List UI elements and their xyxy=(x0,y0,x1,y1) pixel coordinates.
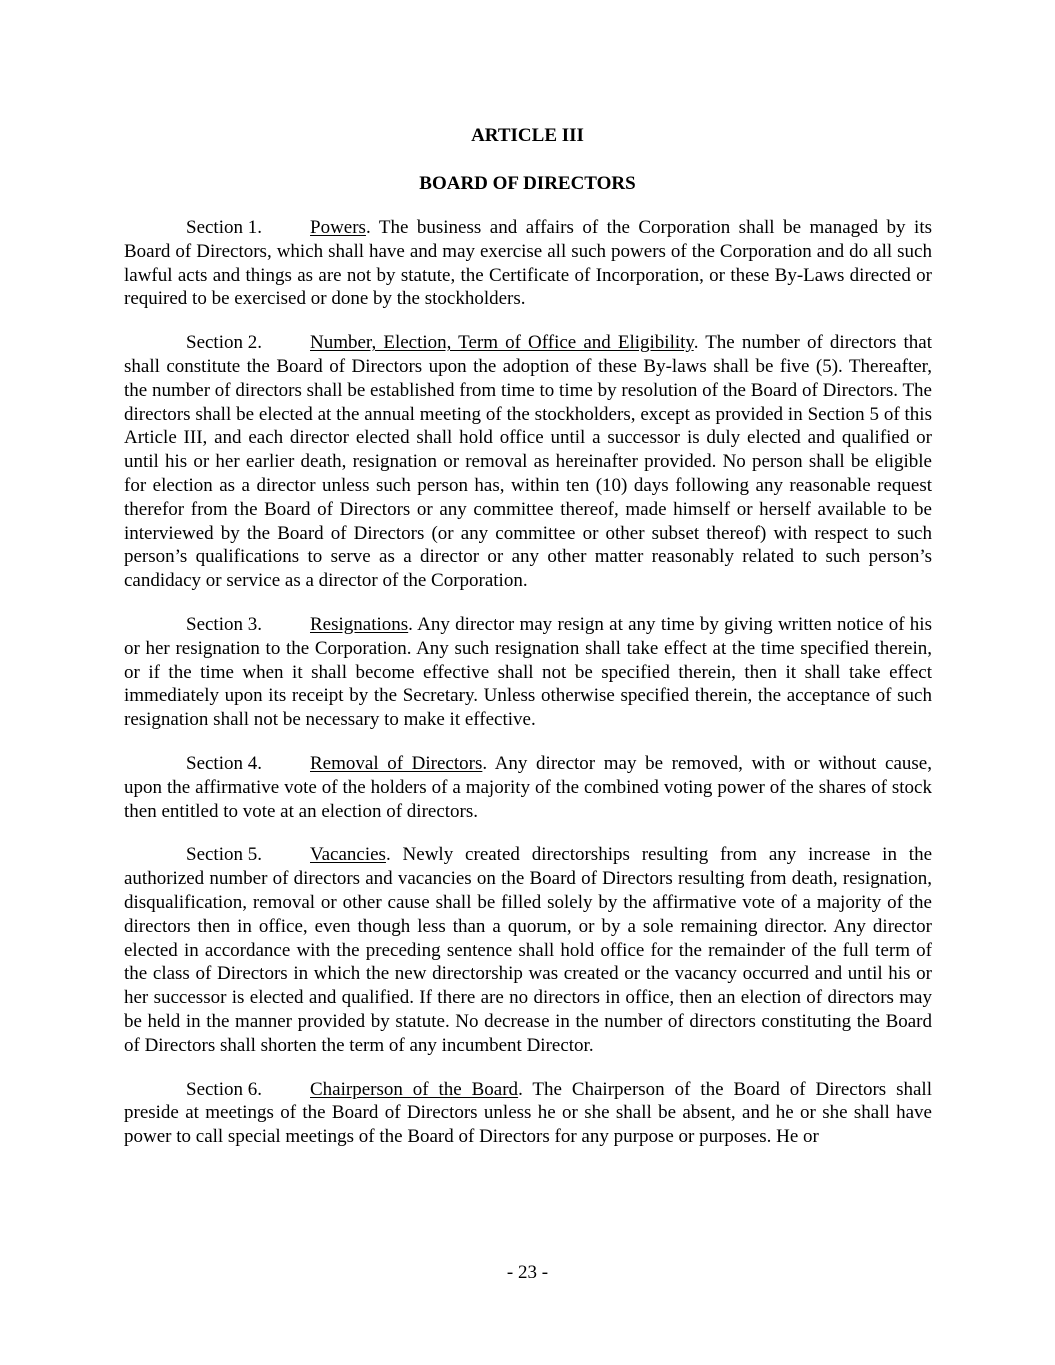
section-3 xyxy=(124,613,932,732)
section-text: . The number of directors that shall constitute the Board of Directors upon the adoption of these By-laws shall be five (5). Thereafter, the number of directors shall be established from time to time by resolution of the Board of Directors. The directors shall be elected at the annual meeting of the stockholders, except as provided in Section 5 of this Article III, and each director elected shall hold office until a successor is duly elected and qualified or until his or her earlier death, resignation or removal as hereinafter provided. No person shall be eligible for election as a director unless such person has, within ten (10) days following any reasonable request therefor from the Board of Directors or any committee thereof, made himself or herself available to be interviewed by the Board of Directors (or any committee or other subset thereof) with respect to such person’s qualifications to serve as a director or any other matter reasonably related to such person’s candidacy or service as a director of the Corporation. xyxy=(124,332,932,592)
section-number: Section 5. xyxy=(186,844,262,866)
section-text: . The business and affairs of the Corporation shall be managed by its Board of Directors, which shall have and may exercise all such powers of the Corporation and do all such lawful acts and things as are not by statute, the Certificate of Incorporation, or these By-Laws directed or required to be exercised or done by the stockholders. xyxy=(124,217,932,310)
page-number: - 23 - xyxy=(506,1262,549,1283)
section-text: . The Chairperson of the Board of Directors shall preside at meetings of the Board of Directors unless he or she shall be absent, and he or she shall have power to call special meetings of the Board of Directors for any purpose or purposes. He or xyxy=(124,1078,932,1148)
section-2 xyxy=(124,331,932,593)
section-1 xyxy=(124,216,932,311)
section-6 xyxy=(124,1078,932,1149)
document-body xyxy=(124,216,932,1169)
section-number: Section 4. xyxy=(186,752,262,774)
section-title: Number, Election, Term of Office and Eligibility xyxy=(310,332,694,354)
section-4 xyxy=(124,752,932,823)
section-number: Section 2. xyxy=(186,332,262,354)
section-number: Section 3. xyxy=(186,613,262,635)
article-subtitle: BOARD OF DIRECTORS xyxy=(419,173,636,194)
section-title: Powers xyxy=(310,217,366,238)
section-5 xyxy=(124,843,932,1057)
section-text: . Any director may resign at any time by giving written notice of his or her resignation to the Corporation. Any such resignation shall take effect at the time specified therein, or if the time when it shall become effective shall not be specified therein, then it shall take effect immediately upon its receipt by the Secretary. Unless otherwise specified therein, the acceptance of such resignation shall not be necessary to make it effective. xyxy=(124,613,932,731)
section-title: Vacancies xyxy=(310,844,386,866)
section-text: . Newly created directorships resulting from any increase in the authorized number of directors and vacancies on the Board of Directors resulting from death, resignation, disqualification, removal or other cause shall be filled solely by the affirmative vote of a majority of the directors then in office, even though less than a quorum, or by a sole remaining director. Any director elected in accordance with the preceding sentence shall hold office for the remainder of the full term of the class of Directors in which the new directorship was created or the vacancy occurred and until his or her successor is elected and qualified. If there are no directors in office, then an election of directors may be held in the manner provided by statute. No decrease in the number of directors constituting the Board of Directors shall shorten the term of any incumbent Director. xyxy=(124,844,932,1056)
section-number: Section 1. xyxy=(186,217,262,238)
section-number: Section 6. xyxy=(186,1078,262,1100)
section-title: Chairperson of the Board xyxy=(310,1078,519,1100)
section-title: Removal of Directors xyxy=(310,752,483,774)
article-title: ARTICLE III xyxy=(471,125,584,146)
section-title: Resignations xyxy=(310,613,409,635)
section-text: . Any director may be removed, with or without cause, upon the affirmative vote of the holders of a majority of the combined voting power of the shares of stock then entitled to vote at an election of directors. xyxy=(124,752,932,822)
